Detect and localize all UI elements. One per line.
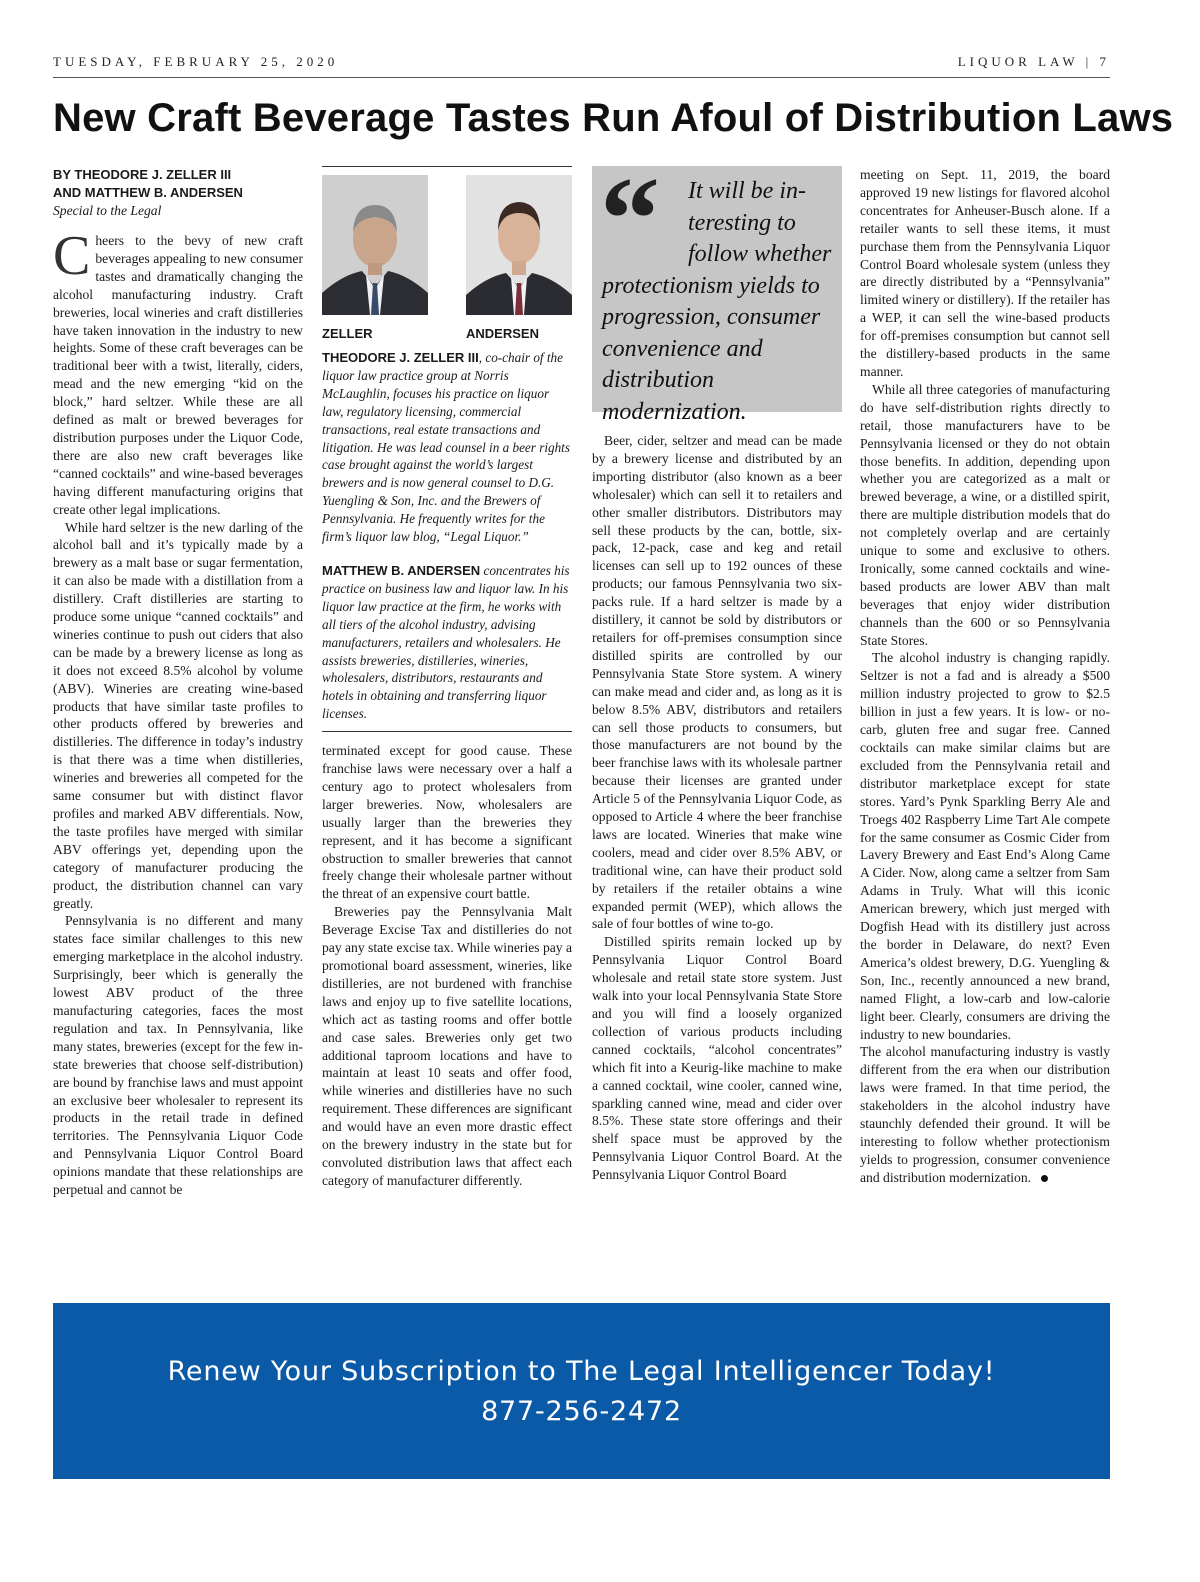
pull-quote-line: It will be in- (688, 178, 806, 204)
article-paragraph: Cheers to the bevy of new craft beverages appealing to new consumer tastes and dramatically changing the alcohol manufacturing industry. Craft breweries, local wineries and craft distilleries have taken innovation in the industry to new heights. Some of these craft beverages can be traditional beer with a twist, literally, ciders, mead and the new emerging “kid on the block,” hard seltzer. While these are all defined as malt or brewed beverages for distribution purposes under the Liquor Code, there are also new craft beverages like “canned cocktails” and wine-based beverages having different manufacturing origins that create other legal implications. (53, 225, 303, 517)
pull-quote (592, 152, 842, 425)
caption-andersen: ANDERSEN (466, 326, 539, 341)
article-column-1 (53, 166, 303, 1199)
bio-bottom-rule (322, 731, 572, 732)
masthead (53, 54, 1110, 74)
banner-phone[interactable]: 877-256-2472 (481, 1396, 682, 1427)
article-paragraph: The alcohol manufacturing industry is vastly different from the era when our distribution laws were framed. In that time period, the stakeholders in the alcohol industry have staunchly defended their ground. It will be interesting to follow whether protectionism yields to progression, consumer convenience and distribution modernization. (860, 1044, 1110, 1185)
byline-source: Special to the Legal (53, 203, 162, 218)
article-paragraph: terminated except for good cause. These franchise laws were necessary over a half a century ago to protect wholesalers from larger breweries. Now, wholesalers are usually larger than the breweries they represent, and it has become a significant obstruction to smaller breweries that cannot freely change their wholesale partner without the threat of an expensive court battle. (322, 743, 572, 902)
article-column-3 (592, 152, 842, 1184)
bio-andersen: MATTHEW B. ANDERSEN concentrates his practice on business law and liquor law. In his liquor law practice at the firm, he works with all tiers of the alcohol industry, advising manufacturers, retailers and wholesalers. He assists breweries, distilleries, wineries, wholesalers, distributors, restaurants and hotels in obtaining and transferring liquor licenses. (322, 562, 570, 722)
pull-quote-line: follow whether (688, 241, 832, 267)
bio-zeller: THEODORE J. ZELLER III, co-chair of the liquor law practice group at Norris McLaughlin, focuses his practice on liquor law, regulatory licensing, commercial transactions, real estate transactions and litigation. He was lead counsel in a beer rights case brought against the world’s largest brewers and is now general counsel to D.G. Yuengling & Son, Inc. and the Brewers of Pennsylvania. He frequently writes for the firm’s liquor law blog, “Legal Liquor.” (322, 350, 570, 545)
article-paragraph: While hard seltzer is the new darling of the alcohol ball and it’s typically made by a brewery as a malt base or sugar fermentation, it can also be made with a distillation from a distillery. Craft distilleries are starting to produce some unique “canned cocktails” and wineries continue to push out ciders that also can be made by a brewery license as long as it does not exceed 8.5% alcohol by volume (ABV). Wineries are creating wine-based products that have similar taste profiles to other products offered by breweries and distilleries. The difference in today’s industry is that there was a time when distilleries, wineries and breweries all competed for the same consumer but with distinct flavor profiles and marked ABV differentials. Now, the taste profiles have merged with similar ABV offerings yet, depending upon the category of manufacturer producing the product, the distribution channel can vary greatly. (53, 519, 303, 911)
photo-top-rule (322, 166, 572, 167)
article-headline: New Craft Beverage Tastes Run Afoul of Distribution Laws (53, 96, 1174, 140)
byline-line-2: AND MATTHEW B. ANDERSEN (53, 185, 243, 200)
masthead-rule (53, 77, 1110, 78)
byline-line-1: BY THEODORE J. ZELLER III (53, 167, 232, 182)
section-page-label: LIQUOR LAW | 7 (957, 54, 1110, 69)
caption-zeller: ZELLER (322, 326, 373, 341)
photo-captions (322, 325, 572, 349)
issue-date: TUESDAY, FEBRUARY 25, 2020 (53, 54, 339, 69)
article-paragraph: Beer, cider, seltzer and mead can be made by a brewery license and distributed by an importing distributor (also known as a beer wholesaler) which can sell it to retailers and other smaller distributors. Distributors may sell these products by the can, bottle, six-pack, 12-pack, case and keg and retail licenses can sell up to 192 ounces of these products; our famous Pennsylvania two six-packs rule. If a hard seltzer is made by a distillery, it cannot be sold by distributors or retailers for off-premises consumption since distilled spirits are controlled by our Pennsylvania State Store system. A winery can make mead and cider and, as long as it is below 8.5% ABV, distributors and retailers can sell those products to consumers, but those manufacturers are not bound by the beer franchise laws with its wholesale partner because their licenses are granted under Article 5 of the Pennsylvania Liquor Code, as opposed to Article 4 where the beer franchise laws are located. Wineries that make wine coolers, mead and cider over 8.5% ABV, or traditional wine, can have their product sold by retailers if the retailer obtains a wine expanded permit (WEP), which allows the sale of four bottles of wine to-go. (592, 433, 842, 932)
article-paragraph: The alcohol industry is changing rapidly. Seltzer is not a fad and is already a $500 million industry projected to grow to $2.5 billion in just a few years. It is low- or no-carb, gluten free and sugar free. Canned cocktails can make similar claims but are excluded from the Pennsylvania retail and distributor marketplace except for state stores. Yard’s Pynk Sparkling Berry Ale and Troegs 402 Raspberry Lime Tart Ale compete for the same consumer as Cosmic Cider from Lavery Brewery and East End’s Along Came A Cider. Now, along came a seltzer from Sam Adams in Truly. What will this iconic American brewery, which just merged with Dogfish Head with its distillery just across the border in Delaware, do next? Even America’s oldest brewery, D.G. Yuengling & Son, Inc., recently announced a new brand, named Flight, a low-carb and low-calorie light beer. Clearly, consumers are driving the industry to new boundaries. (860, 650, 1110, 1042)
article-column-4 (860, 166, 1110, 1187)
article-column-2 (322, 166, 572, 1190)
banner-headline: Renew Your Subscription to The Legal Intelligencer Today! (167, 1356, 996, 1387)
article-paragraph: Distilled spirits remain locked up by Pennsylvania Liquor Control Board wholesale and retail state store system. Just walk into your local Pennsylvania State Store and you will find a loosely organized collection of various products including canned cocktails, “alcohol concentrates” which fit into a Keurig-like machine to make a canned cocktail, wine cooler, canned wine, sparkling canned wine, mead and cider over 8.5%. These state store offerings and their shelf space must be approved by the Pennsylvania Liquor Control Board. At the Pennsylvania Liquor Control Board (592, 934, 842, 1183)
drop-cap: C (53, 225, 91, 287)
pull-quote-line: teresting to (688, 209, 796, 236)
andersen-photo (466, 175, 572, 315)
article-paragraph: While all three categories of manufacturing do have self-distribution rights directly to retail, those manufacturers have to be Pennsylvania licensed or they do not obtain those benefits. In addition, depending upon whether you are categorized as a malt or brewed beverage, a wine, or a distilled spirit, there are multiple distribution models that do not completely overlap and are certainly unique to some and exclusive to others. Ironically, some canned cocktails and wine-based products are lower ABV than malt beverages that enjoy wider distribution channels than the 600 or so Pennsylvania State Stores. (860, 381, 1110, 648)
zeller-photo (322, 175, 428, 315)
article-paragraph: meeting on Sept. 11, 2019, the board approved 19 new listings for flavored alcohol concentrates for Anheuser-Busch alone. If a retailer wants to sell these items, it must purchase them from the Pennsylvania Liquor Control Board wholesale system (unless they are directly distributed by a “Pennsylvania” limited winery or distillery). If the retailer has a WEP, it can sell the wine-based products for off-premises consumption but cannot sell the distillery-based products in the same manner. (860, 167, 1110, 379)
subscription-banner[interactable] (53, 1303, 1110, 1479)
article-paragraph: Breweries pay the Pennsylvania Malt Beverage Excise Tax and distilleries do not pay any state excise tax. While wineries pay a promotional board assessment, wineries, like distilleries, are not burdened with franchise laws and enjoy up to five satellite locations, which act as tasting rooms and offer bottle and case sales. Breweries only get two additional taproom locations and have to maintain at least 10 seats and offer food, while wineries and distilleries have no such requirement. These differences are significant and would have an even more drastic effect on the brewery industry in the state but for convoluted distribution laws that affect each category of manufacturer differently. (322, 904, 573, 1188)
end-mark-icon (1041, 1175, 1048, 1182)
quote-mark-icon: “ (600, 152, 660, 285)
article-paragraph: Pennsylvania is no different and many states face similar challenges to this new emerging marketplace in the alcohol industry. Surprisingly, beer which is generally the lowest ABV product of the three manufacturing categories, faces the most regulation and tax. In Pennsylvania, like many states, breweries (except for the few in-state breweries that choose self-distribution) are bound by franchise laws and must appoint an exclusive beer wholesaler to represent its products in the retail trade in defined territories. The Pennsylvania Liquor Code and Pennsylvania Liquor Control Board opinions mandate that these relationships are perpetual and cannot be (53, 913, 303, 1198)
pull-quote-rest: protectionism yields to progression, consumer convenience and distribution modernization. (602, 272, 821, 425)
author-photos (322, 175, 572, 315)
